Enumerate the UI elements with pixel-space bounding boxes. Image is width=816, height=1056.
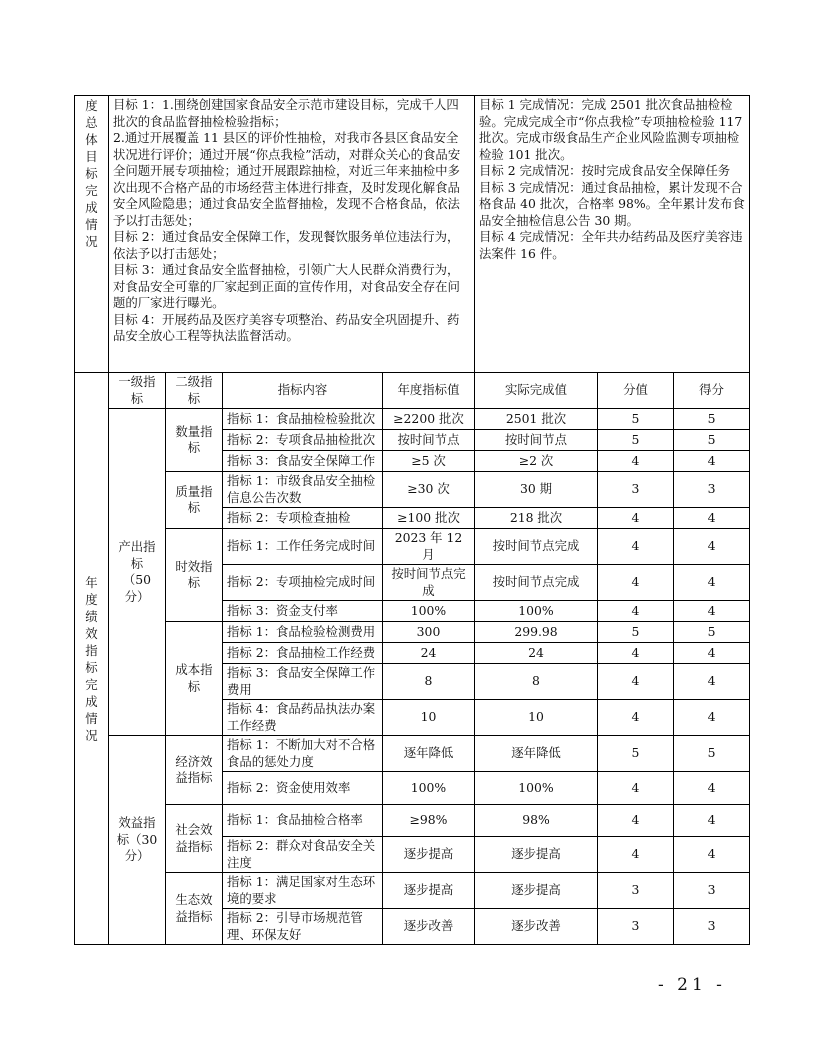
actual-value: 98% [475,805,598,837]
target-value: 10 [383,700,475,736]
result-text-2: 目标 2 完成情况：按时完成食品安全保障任务 [479,163,731,178]
level1-line: 分） [124,588,150,604]
got-value: 4 [674,529,750,565]
got-value: 4 [674,508,750,529]
got-value: 3 [674,909,750,945]
target-value: 逐步提高 [383,837,475,873]
target-value: 逐步提高 [383,873,475,909]
target-value: 逐步改善 [383,909,475,945]
got-value: 4 [674,805,750,837]
level2-indicator: 时效指标 [166,529,223,622]
indicator-content: 指标 2：群众对食品安全关注度 [223,837,383,873]
got-value: 5 [674,409,750,430]
got-value: 5 [674,430,750,451]
level2-indicator: 质量指标 [166,472,223,529]
actual-value: 逐步提高 [475,837,598,873]
score-value: 4 [598,601,674,622]
actual-value: 2501 批次 [475,409,598,430]
level2-indicator: 生态效益指标 [166,873,223,945]
target-value: ≥100 批次 [383,508,475,529]
score-value: 3 [598,909,674,945]
got-value: 4 [674,565,750,601]
target-value: 100% [383,772,475,805]
score-value: 4 [598,643,674,664]
target-value: ≥98% [383,805,475,837]
indicator-content: 指标 3：资金支付率 [223,601,383,622]
goal-text-3: 目标 2：通过食品安全保障工作，发现餐饮服务单位违法行为，依法予以打击惩处； [113,229,460,261]
target-value: 按时间节点 [383,430,475,451]
level2-indicator: 社会效益指标 [166,805,223,873]
score-value: 4 [598,700,674,736]
actual-value: 逐步提高 [475,873,598,909]
actual-value: 逐步改善 [475,909,598,945]
goals-cell [109,96,475,373]
score-value: 4 [598,529,674,565]
level1-line: 标（30 [116,831,158,847]
indicator-content: 指标 4：食品药品执法办案工作经费 [223,700,383,736]
got-value: 3 [674,873,750,909]
actual-value: 218 批次 [475,508,598,529]
target-value: ≥30 次 [383,472,475,508]
summary-side-char: 标 [85,166,98,181]
level1-line: 分） [124,848,150,864]
indicator-content: 指标 2：专项抽检完成时间 [223,565,383,601]
actual-value: 按时间节点 [475,430,598,451]
got-value: 4 [674,601,750,622]
header-target: 年度指标值 [383,373,475,409]
table-row [75,622,750,643]
target-value: ≥2200 批次 [383,409,475,430]
summary-side-char: 完 [85,183,98,198]
level1-indicator [109,736,166,945]
target-value: 按时间节点完成 [383,565,475,601]
score-value: 4 [598,664,674,700]
header-row [75,373,750,409]
result-text-4: 目标 4 完成情况：全年共办结药品及医疗美容违法案件 16 件。 [479,229,743,261]
performance-table [74,95,750,945]
got-value: 4 [674,772,750,805]
table-row [75,529,750,565]
goal-text-1: 目标 1：1.围绕创建国家食品安全示范市建设目标，完成千人四批次的食品监督抽检检验指标； [113,97,459,129]
level2-indicator: 经济效益指标 [166,736,223,805]
actual-value: ≥2 次 [475,451,598,472]
indicator-content: 指标 1：不断加大对不合格食品的惩处力度 [223,736,383,772]
table-row [75,873,750,909]
table-row [75,409,750,430]
perf-side-char: 标 [85,659,98,675]
actual-value: 100% [475,772,598,805]
score-value: 4 [598,772,674,805]
indicator-content: 指标 2：引导市场规范管理、环保友好 [223,909,383,945]
target-value: ≥5 次 [383,451,475,472]
perf-side-char: 效 [85,625,98,641]
indicator-content: 指标 1：食品抽检检验批次 [223,409,383,430]
target-value: 300 [383,622,475,643]
summary-side-char: 况 [85,234,98,249]
level1-indicator [109,409,166,736]
target-value: 8 [383,664,475,700]
table-row [75,736,750,772]
perf-side-char: 指 [85,642,98,658]
score-value: 5 [598,622,674,643]
indicator-content: 指标 2：食品抽检工作经费 [223,643,383,664]
summary-side-char: 总 [85,115,98,130]
summary-side-char: 成 [85,200,98,215]
got-value: 4 [674,643,750,664]
score-value: 3 [598,873,674,909]
score-value: 4 [598,508,674,529]
actual-value: 逐年降低 [475,736,598,772]
perf-side-char: 度 [85,591,98,607]
actual-value: 按时间节点完成 [475,529,598,565]
page-number: - 21 - [658,975,726,995]
level1-line: 产出指 [118,539,156,554]
header-level1: 一级指标 [109,373,166,409]
score-value: 4 [598,805,674,837]
score-value: 4 [598,565,674,601]
indicator-content: 指标 3：食品安全保障工作 [223,451,383,472]
got-value: 3 [674,472,750,508]
indicator-content: 指标 1：食品抽检合格率 [223,805,383,837]
summary-side-label [75,96,109,373]
table-row [75,805,750,837]
indicator-content: 指标 2：专项食品抽检批次 [223,430,383,451]
perf-side-char: 完 [85,676,98,692]
actual-value: 299.98 [475,622,598,643]
summary-row [75,96,750,373]
got-value: 5 [674,622,750,643]
perf-side-char: 绩 [85,608,98,624]
actual-value: 按时间节点完成 [475,565,598,601]
level1-line: 效益指 [118,815,156,831]
actual-value: 8 [475,664,598,700]
results-cell [475,96,750,373]
perf-side-char: 年 [85,574,98,590]
got-value: 4 [674,837,750,873]
got-value: 4 [674,451,750,472]
indicator-content: 指标 2：资金使用效率 [223,772,383,805]
indicator-content: 指标 2：专项检查抽检 [223,508,383,529]
goal-text-4: 目标 3：通过食品安全监督抽检，引领广大人民群众消费行为，对食品安全可靠的厂家起到正面的宣传作用，对食品安全存在问题的厂家进行曝光。 [113,262,460,310]
target-value: 24 [383,643,475,664]
score-value: 5 [598,736,674,772]
indicator-content: 指标 1：食品检验检测费用 [223,622,383,643]
header-content: 指标内容 [223,373,383,409]
score-value: 4 [598,837,674,873]
summary-side-char: 目 [85,149,98,164]
perf-side-label [75,373,109,945]
perf-side-char: 情 [85,710,98,726]
goal-text-5: 目标 4：开展药品及医疗美容专项整治、药品安全巩固提升、药品安全放心工程等执法监督活动。 [113,311,460,343]
target-value: 逐年降低 [383,736,475,772]
document-page [74,95,749,945]
got-value: 5 [674,736,750,772]
indicator-content: 指标 1：市级食品安全抽检信息公告次数 [223,472,383,508]
summary-side-char: 体 [85,132,98,147]
result-text-1: 目标 1 完成情况：完成 2501 批次食品抽检检验。完成完成全市“你点我检”专项抽检检验 117 批次。完成市级食品生产企业风险监测专项抽检检验 101 批次。 [479,97,743,162]
header-score: 分值 [598,373,674,409]
indicator-content: 指标 1：满足国家对生态环境的要求 [223,873,383,909]
target-value: 2023 年 12 月 [383,529,475,565]
score-value: 3 [598,472,674,508]
summary-side-char: 度 [85,98,98,113]
level1-line: （50 [122,572,152,587]
actual-value: 10 [475,700,598,736]
header-got: 得分 [674,373,750,409]
indicator-content: 指标 1：工作任务完成时间 [223,529,383,565]
indicator-content: 指标 3：食品安全保障工作费用 [223,664,383,700]
target-value: 100% [383,601,475,622]
score-value: 4 [598,451,674,472]
actual-value: 30 期 [475,472,598,508]
goal-text-2: 2.通过开展覆盖 11 县区的评价性抽检，对我市各县区食品安全状况进行评价；通过开展“你点我检”活动，对群众关心的食品安全问题开展专项抽检；通过开展跟踪抽检，对近三年来抽检中多次出现不合格产品的市场经营主体进行排查，及时发现化解食品安全风险隐患；通过食品安全监督抽检，发现不合格食品，依法予以打击惩处； [113,130,461,228]
score-value: 5 [598,409,674,430]
summary-side-char: 情 [85,217,98,232]
actual-value: 24 [475,643,598,664]
score-value: 5 [598,430,674,451]
level2-indicator: 成本指标 [166,622,223,736]
level1-line: 标 [130,555,144,571]
header-actual: 实际完成值 [475,373,598,409]
level2-indicator: 数量指标 [166,409,223,472]
got-value: 4 [674,700,750,736]
perf-side-char: 况 [85,727,98,743]
perf-side-char: 成 [85,693,98,709]
table-row [75,472,750,508]
result-text-3: 目标 3 完成情况：通过食品抽检，累计发现不合格食品 40 批次，合格率 98%。全年累计发布食品安全抽检信息公告 30 期。 [479,179,745,228]
actual-value: 100% [475,601,598,622]
got-value: 4 [674,664,750,700]
header-level2: 二级指标 [166,373,223,409]
